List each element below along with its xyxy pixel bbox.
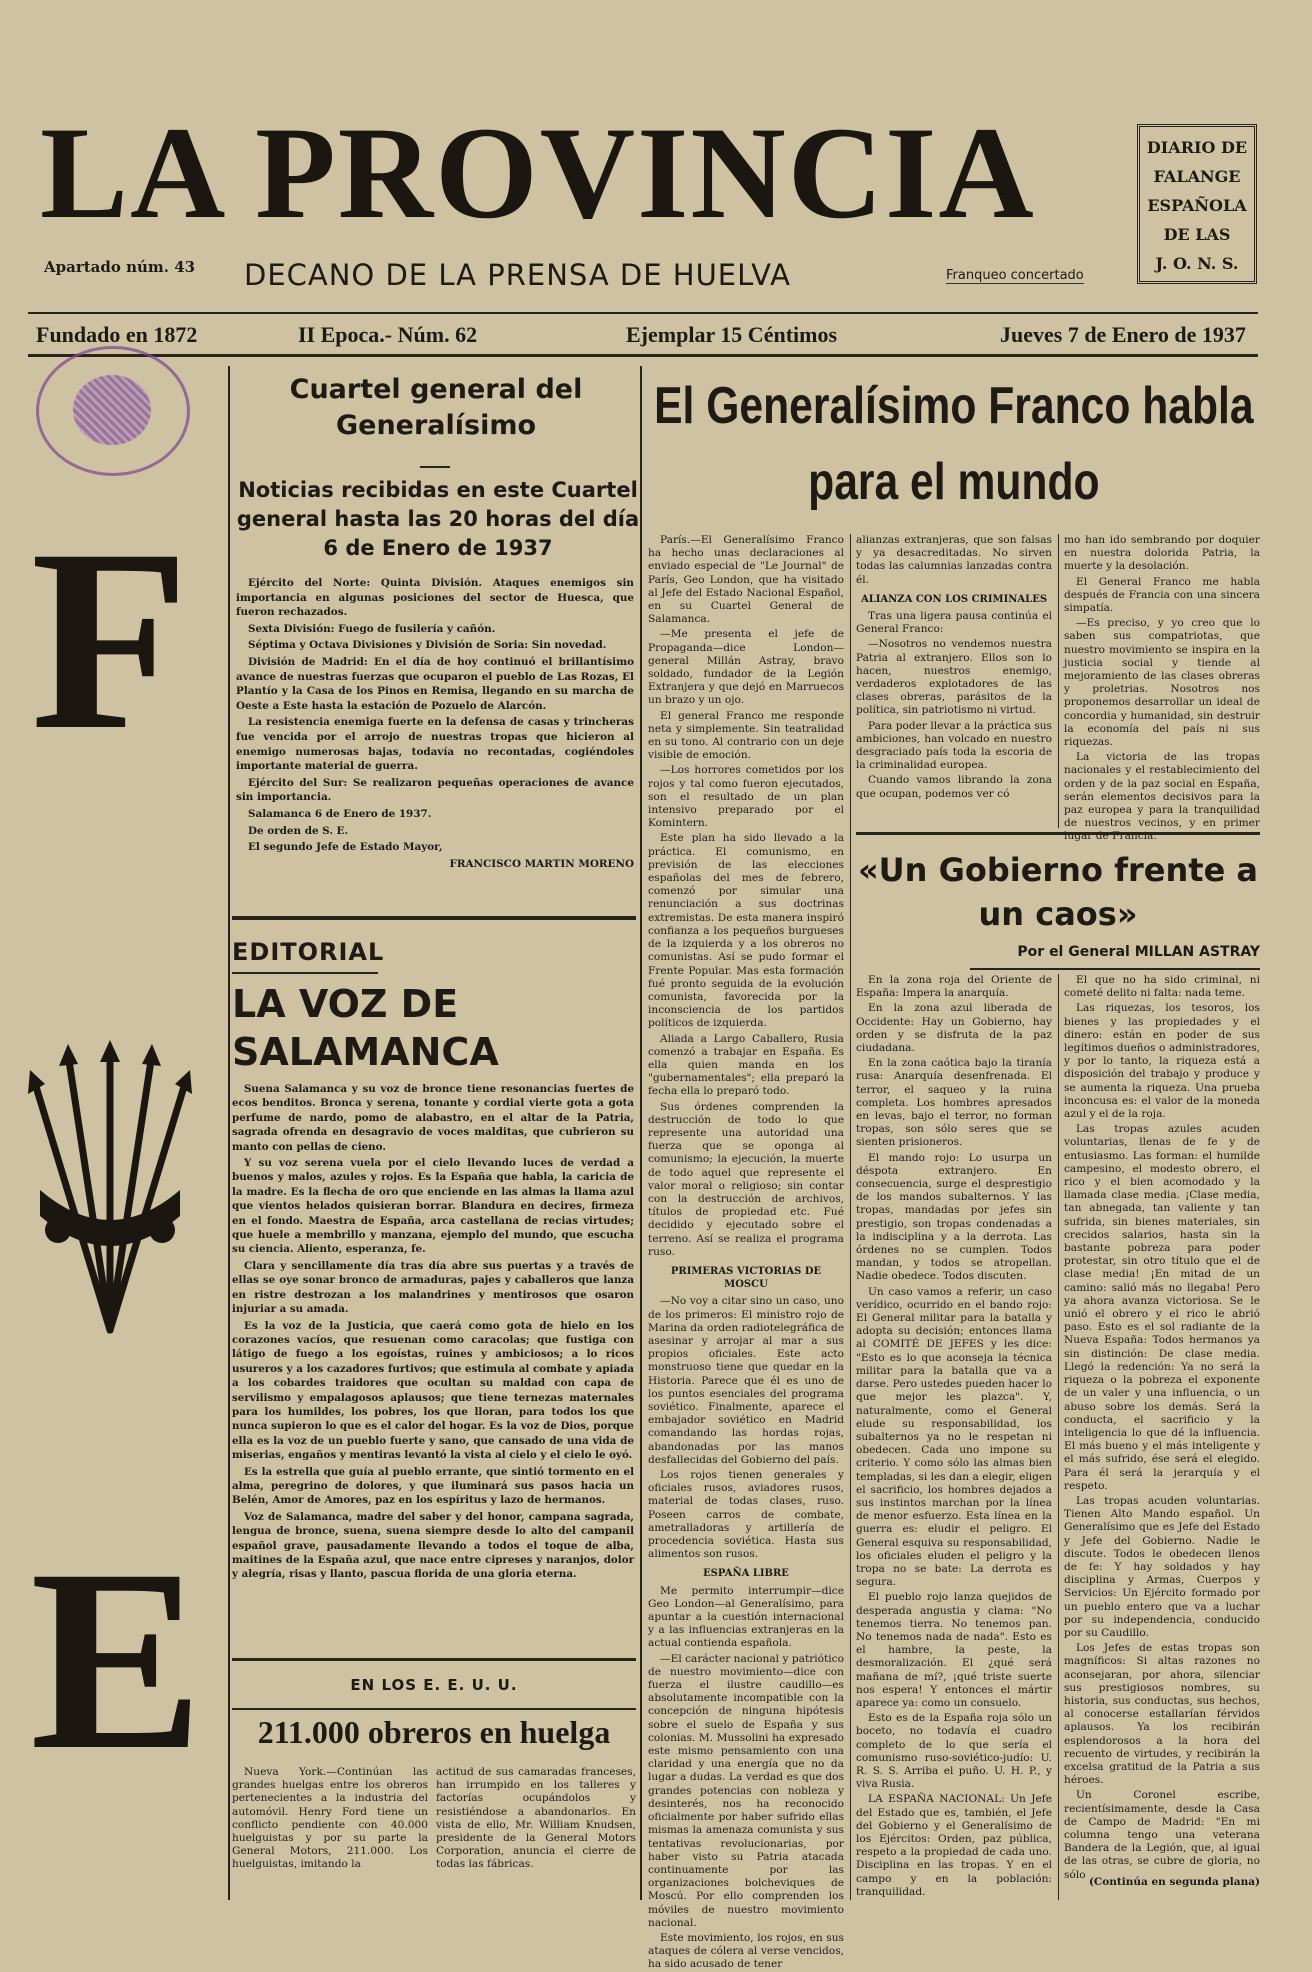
franco-col2	[856, 534, 1052, 824]
drop-letter-f: F	[30, 496, 190, 784]
paragraph: Las riquezas, los tesoros, los bienes y las propiedades y el dinero: están en poder de sus legítimos dueños o administradores, y por lo tanto, la riqueza está a disposición del trabajo y produce y se aumenta la riqueza. Una prueba inconcusa es: el valor de la moneda azul y el de la roja.	[1064, 1002, 1260, 1121]
noticias-body	[236, 576, 634, 906]
paragraph: Sexta División: Fuego de fusilería y cañón.	[248, 622, 496, 635]
paragraph: La victoria de las tropas nacionales y el restablecimiento del orden y de la paz social en España, serán elementos decisivos para la paz europea y para la tranquilidad de nuestros vecinos, y en primer lugar de Francia.	[1064, 751, 1260, 843]
paragraph: En la zona azul liberada de Occidente: Hay un Gobierno, hay orden y se disfruta de la paz ciudadana.	[856, 1002, 1052, 1055]
editorial-label: EDITORIAL	[232, 938, 385, 966]
paragraph: Es la estrella que guía al pueblo errante, que sintió tormento en el alma, peregrino de dolores, y que iluminará sus pasos hacia un Belén, Amor de Amores, paz en los espíritus y lazo de hermanos.	[232, 1465, 634, 1507]
byline-rule	[970, 968, 1260, 970]
subheading: ESPAÑA LIBRE	[703, 1568, 789, 1580]
short-rule	[420, 466, 450, 468]
paragraph: Un caso vamos a referir, un caso verídico, ocurrido en el bando rojo: El General militar para la batalla y adopta su decisión; entonces llama al COMITÉ DE JEFES y les dice: "Esto es lo que aconseja la técnica militar para la batalla que va a darse. Pero ustedes pueden hacer lo que mejor les plazca". Y, naturalmente, como el General elude su responsabilidad, los subalternos ya no le respetan ni obedecen. Cada uno impone su criterio. Y como sólo las almas bien templadas, si les dan a elegir, eligen el sacrificio, los hombres dejados a sus instintos marchan por la línea de menor esfuerzo. Esta línea en la guerra es: eludir el peligro. El General esquiva su responsabilidad, los oficiales eluden el peligro y la tropa no se bate: La derrota es segura.	[856, 1285, 1052, 1589]
paragraph: —Es preciso, y yo creo que lo saben sus compatriotas, que nuestro movimiento se inspira en la justicia social y tiende al mejoramiento de las clases obreras y proletrias. Nosotros nos proponemos desarrollar un ideal de concordia y humanidad, sin destruir la economía del país ni sus riquezas.	[1064, 617, 1260, 749]
paragraph: Séptima y Octava Divisiones y División de Soria: Sin novedad.	[248, 639, 607, 652]
paragraph: El segundo Jefe de Estado Mayor,	[248, 841, 443, 854]
paragraph: actitud de sus camaradas franceses, han irrumpido en los talleres y factorías ocupándolos y resistiéndose a abandonarlos. En vista de ello, Mr. William Knudsen, presidente de la General Motors Corporation, anuncia el cierre de todas las fábricas.	[436, 1766, 636, 1871]
paragraph: El pueblo rojo lanza quejidos de desperada angustia y clama: "No tenemos tierra. No tenemos pan. No tenemos nada de nada". Esto es el hambre, la peste, la desmoralización. El ¿qué será mañana de mí?, ¡qué triste suerte nos espera! Y entonces el mártir aparece ya: como un consuelo.	[856, 1591, 1052, 1709]
section-rule	[232, 916, 636, 920]
paragraph: Las tropas azules acuden voluntarias, llenas de fe y de entusiasmo. Las forman: el humilde campesino, el modesto obrero, el rico y el bien acomodado y la llamada clase media. ¡Clase media, tan abnegada, tan valiente y tan sufrida, sin bienes materiales, sin crecidos salarios, hasta sin la bastante pobreza para poder protestar, sin otro título que el de clase media! ¡En mitad de un camino: salió más no llegaba! Pero ya ahora avanza victoriosa. Se le unió el obrero y el rico le abrió paso. Esto es el sol radiante de la Nueva España: Todos hermanos ya sin distinción: De clase media. Llegó la redención: Ya no será la riqueza o la pobreza el exponente de un valer y una influencia, o un abuso sobre los demás. Será la conducta, el sacrificio y la inteligencia lo que dé la influencia. El más bueno y el más inteligente y el más sufrido, ése será el elegido. Para él será la jerarquía y el respeto.	[1064, 1123, 1260, 1492]
paragraph: alianzas extranjeras, que son falsas y ya desacreditadas. No sirven todas las calumnias lanzadas contra él.	[856, 534, 1052, 586]
box-line: FALANGE	[1153, 167, 1241, 186]
editorial-title: LA VOZ DE SALAMANCA	[232, 982, 499, 1074]
franco-col3	[1064, 534, 1260, 843]
gobierno-col-a	[856, 974, 1052, 1896]
tagline: DECANO DE LA PRENSA DE HUELVA	[244, 258, 791, 292]
box-line: DE LAS	[1163, 225, 1231, 244]
masthead-rule	[28, 312, 1258, 314]
paragraph: Tras una ligera pausa continúa el General Franco:	[856, 610, 1052, 636]
usa-body-col2	[436, 1766, 636, 1892]
paragraph: De orden de S. E.	[248, 824, 349, 837]
subheading: ALIANZA CON LOS CRIMINALES	[860, 593, 1048, 605]
box-line: DIARIO DE	[1146, 138, 1248, 157]
paragraph: Ejército del Sur: Se realizaron pequeñas operaciones de avance sin importancia.	[236, 776, 634, 804]
falange-box	[1137, 124, 1257, 284]
box-line: J. O. N. S.	[1155, 254, 1239, 273]
paragraph: Voz de Salamanca, madre del saber y del honor, campana sagrada, lengua de bronce, suena, suena siempre desde lo alto del campanil español grave, pausadamente llevando a todos el toque de alba, maitines de la España azul, que nace entre cipreses y naranjos, dolor y alegría, risas y llanto, pascua florida de una gloria eterna.	[232, 1510, 634, 1581]
paragraph: Este movimiento, los rojos, en sus ataques de cólera al verse vencidos, ha sido acusado de tener	[648, 1931, 844, 1971]
paragraph: En la zona roja del Oriente de España: Impera la anarquía.	[856, 974, 1052, 1000]
editorial-body	[232, 1082, 634, 1622]
column-divider	[850, 534, 851, 1900]
paragraph: —Me presenta el jefe de Propaganda—dice London— general Millán Astray, bravo soldado, fundador de la Legión Extranjera y que dejó en Marruecos un brazo y un ojo.	[648, 628, 844, 707]
paragraph: —No voy a citar sino un caso, uno de los primeros: El ministro rojo de Marina da orden radiotelegráfica de asesinar y arrojar al mar a sus propios oficiales. Este acto monstruoso tiene que quedar en la Historia. Parece que él es uno de los puntos esenciales del programa soviético. Finalmente, aparece el embajador soviético en Madrid comandando las hordas rojas, abandonadas por las manos desfallecidas del Gobierno del país.	[648, 1295, 844, 1466]
section-rule	[232, 1658, 636, 1661]
paragraph: Cuando vamos librando la zona que ocupan, podemos ver có	[856, 774, 1052, 800]
paragraph: Sus órdenes comprenden la destrucción de todo lo que represente una autoridad una fuerza que se oponga al comunismo; la ejecución, la muerte de todo aquel que represente el valor moral o religioso; sin contar con la destrucción de archivos, títulos de propiedad etc. Fué decidido y ejecutado sobre el terreno. Así se realiza el programa ruso.	[648, 1100, 844, 1258]
usa-label: EN LOS E. E. U. U.	[350, 1676, 518, 1694]
franco-headline-box	[648, 368, 1260, 528]
paragraph: Nueva York.—Continúan las grandes huelgas entre los obreros pertenecientes a la industria del automóvil. Henry Ford tiene un conflicto pendiente con 40.000 huelguistas y por su parte la General Motors, 211.000. Los huelguistas, imitando la	[232, 1766, 428, 1871]
founded-label: Fundado en 1872	[36, 322, 198, 347]
infobar-rule	[28, 354, 1258, 357]
usa-title: 211.000 obreros en huelga	[257, 1714, 611, 1750]
gobierno-byline: Por el General MILLAN ASTRAY	[1017, 944, 1260, 960]
paragraph: Este plan ha sido llevado a la práctica. El comunismo, en previsión de las elecciones españolas del mes de febrero, comenzó por simular una renunciación a sus doctrinas extremistas. De esta manera inspiró confianza a los pequeños burgueses de la izquierda y a los obreros no comunistas. Así se pudo formar el Frente Popular. Mas esta formación fué pronto seguida de la evolución comunista, favorecida por la inconsciencia de los partidos políticos de izquierda.	[648, 832, 844, 1030]
paragraph: División de Madrid: En el día de hoy continuó el brillantísimo avance de nuestras fuerzas que ocuparon el pueblo de Las Rozas, El Plantío y la Casa de los Pinos en Remisa, llegando en su marcha de Oeste a Este hasta la estación de Pozuelo de Alarcón.	[236, 655, 634, 712]
section-rule	[856, 832, 1260, 835]
paragraph: LA ESPAÑA NACIONAL: Un Jefe del Estado que es, también, el Jefe del Gobierno y el Generalísimo de los Ejércitos: Orden, paz pública, respeto a la propiedad de cada uno. Disciplina en las tropas. Y en el campo y en la población: tranquilidad.	[856, 1793, 1052, 1898]
paragraph: Para poder llevar a la práctica sus ambiciones, han volcado en nuestro desgraciado país toda la escoria de la criminalidad europea.	[856, 719, 1052, 772]
paragraph: Aliada a Largo Caballero, Rusia comenzó a trabajar en España. Es ella quien manda en los "gubernamentales"; ella preparó la fecha ella lo preparó todo.	[648, 1032, 844, 1098]
subheading: PRIMERAS VICTORIAS DE MOSCU	[670, 1265, 822, 1291]
gobierno-headline: «Un Gobierno frente a un caos»	[857, 851, 1258, 933]
drop-letter-e: E	[30, 1516, 204, 1804]
paragraph: París.—El Generalísimo Franco ha hecho unas declaraciones al enviado especial de "Le Journal" de París, Geo London, que ha visitado al Jefe del Estado Nacional Español, en su Cuartel General de Salamanca.	[648, 534, 844, 626]
franco-col1	[648, 534, 844, 1971]
usa-body-col1	[232, 1766, 428, 1892]
continua-label: (Continúa en segunda plana)	[1088, 1876, 1260, 1888]
official-seal-icon	[36, 346, 190, 476]
column-divider	[1058, 534, 1059, 828]
paragraph: Me permito interrumpir—dice Geo London—al Generalísimo, para apuntar a la cuestión internacional y a las influencias extranjeras en la actual contienda española.	[648, 1584, 844, 1650]
column-divider	[1058, 974, 1059, 1900]
editorial-underline	[232, 972, 378, 974]
masthead-title: LA PROVINCIA	[40, 99, 1036, 246]
paragraph: Las tropas acuden voluntarias. Tienen Alto Mando español. Un Generalísimo que es Jefe del Estado y Jefe del Gobierno. Nadie le discute. Todos le obedecen llenos de fe: Y hay soldados y hay disciplina y Armas, Cuerpos y Servicios: Un Ejército formado por un pueblo entero que va a luchar por su independencia, conducido por su Caudillo.	[1064, 1494, 1260, 1639]
paragraph: —Nosotros no vendemos nuestra Patria al extranjero. Ellos son lo hacen, nuestros enemigo, verdaderos explotadores de las clases obreras, parásitos de la política, sin patriotismo ni virtud.	[856, 638, 1052, 717]
paragraph: El General Franco me habla después de Francia con una sincera simpatía.	[1064, 575, 1260, 615]
franco-headline: El Generalísimo Franco habla para el mundo	[654, 377, 1254, 511]
column-divider	[228, 366, 230, 1900]
paragraph: Es la voz de la Justicia, que caerá como gota de hielo en los corazones vacíos, que resuenan como caracolas; que fustiga con látigo de fuego a los egoístas, ruines y ambiciosos; a lo ricos usureros y a los cazadores furtivos; que estimula al combate y apiada a los cobardes traidores que ocultan su maldad con capa de servilismo y empalagosos aplausos; que tiene ternezas maternales para los humildes, los pobres, los que lloran, para todos los que nunca supieron lo que es el calor del hogar. Es la voz de Dios, porque ella es la voz de un pueblo fuerte y sano, que cansado de una vida de miserias, engaños y mentiras levantó la vista al cielo y el cielo le oyó.	[232, 1319, 634, 1462]
paragraph: —El carácter nacional y patriótico de nuestro movimiento—dice con fuerza el ilustre caudillo—es absolutamente incompatible con la concepción de ninguna hipótesis sobre el suelo de España y sus colonias. M. Mussolini ha expresado este mismo pensamiento con una claridad y una energía que no da lugar a dudas. La verdad es que dos grandes potencias con nobleza y desinterés, nos ha reconocido oficialmente por haber sufrido ellas mismas la amenaza comunista y sus tentativas revolucionarias, por haber visto su Patria atacada continuamente por las organizaciones bolcheviques de Moscú. Por ello comprenden los móviles de nuestro movimiento nacional.	[648, 1652, 844, 1929]
paragraph: En la zona caótica bajo la tiranía rusa: Anarquía desenfrenada. El terror, el saqueo y la ruina completa. Los hombres apresados en levas, bajo el terror, no forman tropas, son sólo seres que se sienten prisioneros.	[856, 1057, 1052, 1149]
signature: FRANCISCO MARTIN MORENO	[449, 857, 634, 870]
box-line: ESPAÑOLA	[1147, 196, 1247, 215]
paragraph: —Los horrores cometidos por los rojos y tal como fueron ejecutados, son el resultado de un plan intensivo preparado por el Komintern.	[648, 764, 844, 830]
paragraph: Los Jefes de estas tropas son magníficos: Si altas razones no aconsejaran, por ahora, silenciar sus prestigiosos nombres, su historia, sus conductas, sus hechos, al conocerse estallarían férvidos aplausos. Ya los recibirán esplendorosos a la hora del recuento de virtudes, y recibirán la excelsa gratitud de la Patria a sus héroes.	[1064, 1642, 1260, 1787]
gobierno-col-b	[1064, 974, 1260, 1881]
noticias-title: Noticias recibidas en este Cuartel general hasta las 20 horas del día 6 de Enero de 1937	[236, 478, 640, 560]
paragraph: El general Franco me responde neta y simplemente. Sin teatralidad en su tono. Al contrario con un deje visible de emoción.	[648, 709, 844, 762]
paragraph: mo han ido sembrando por doquier en nuestra dolorida Patria, la muerte y la desolación.	[1064, 534, 1260, 573]
paragraph: La resistencia enemiga fuerte en la defensa de casas y trincheras fue vencida por el arrojo de nuestras tropas que hicieron al enemigo numerosas bajas, todavía no recontadas, cogiéndoles importante material de guerra.	[236, 716, 634, 773]
paragraph: Ejército del Norte: Quinta División. Ataques enemigos sin importancia en algunas posiciones del sector de Huesca, que fueron rechazados.	[236, 577, 634, 619]
apartado-label: Apartado núm. 43	[44, 258, 196, 276]
paragraph: El mando rojo: Lo usurpa un déspota extranjero. En consecuencia, surge el desprestigio de los mandos subalternos. Y las tropas, mandadas por jefes sin prestigio, son tropas condenadas a la indisciplina y a la derrota. Las órdenes no se cumplen. Todos mandan, y todos se atropellan. Nadie obedece. Todos discuten.	[856, 1151, 1052, 1283]
paragraph: Y su voz serena vuela por el cielo llevando luces de verdad a buenos y malos, azules y rojos. Es la España que habla, la caricia de la madre. Es la flecha de oro que enciende en las almas la llama azul que vientos helados quisieran borrar. Blandura en decires, firmeza en el fondo. Maestra de España, arca castellana de recias virtudes; que huele a membrillo y manzana, ejemplo del mundo, que escucha su ciencia. Aliento, esperanza, fe.	[232, 1157, 634, 1256]
paragraph: Un Coronel escribe, recientísimamente, desde la Casa de Campo de Madrid: "En mi columna tengo una veterana Bandera de la Legión, que, al igual de las otras, se cubre de gloria, no sólo	[1064, 1789, 1260, 1881]
paragraph: El que no ha sido criminal, ni cometé delito ni falta: nada teme.	[1064, 974, 1260, 1000]
column-divider	[640, 366, 642, 1900]
paragraph: Clara y sencillamente día tras día abre sus puertas y a través de ellas se oye sonar bronco de armaduras, pajes y caballeros que lanza en ristre destrozan a los malandrines y mentirosos que osaron injuriar a su amada.	[232, 1259, 634, 1316]
paragraph: Los rojos tienen generales y oficiales rusos, aviadores rusos, material de todas clases, ruso. Poseen carros de combate, ametralladoras y artillería de procedencia soviética. Hasta sus alimentos son rusos.	[648, 1469, 844, 1561]
price-label: Ejemplar 15 Céntimos	[626, 322, 838, 347]
paragraph: Suena Salamanca y su voz de bronce tiene resonancias fuertes de ecos benditos. Bronca y serena, tonante y cordial vierte gota a gota perfume de nardo, pomo de alabastro, en el altar de la Patria, sagrada ofrenda en desagravio de voces malditas, que cubrieron su manto con pellas de cieno.	[232, 1083, 634, 1153]
cuartel-title: Cuartel general del Generalísimo	[289, 374, 583, 441]
date-label: Jueves 7 de Enero de 1937	[1000, 322, 1246, 347]
yoke-and-arrows-icon	[28, 1040, 192, 1340]
epoch-label: II Epoca.- Núm. 62	[298, 322, 478, 347]
paragraph: Salamanca 6 de Enero de 1937.	[248, 807, 432, 820]
franqueo-label: Franqueo concertado	[946, 268, 1084, 283]
paragraph: Esto es de la España roja sólo un boceto, no todavía el cuadro completo de lo que sería el comunismo ruso-soviético-judío: U. R. S. S. Arriba el puño. U. H. P., y viva Rusia.	[856, 1712, 1052, 1791]
